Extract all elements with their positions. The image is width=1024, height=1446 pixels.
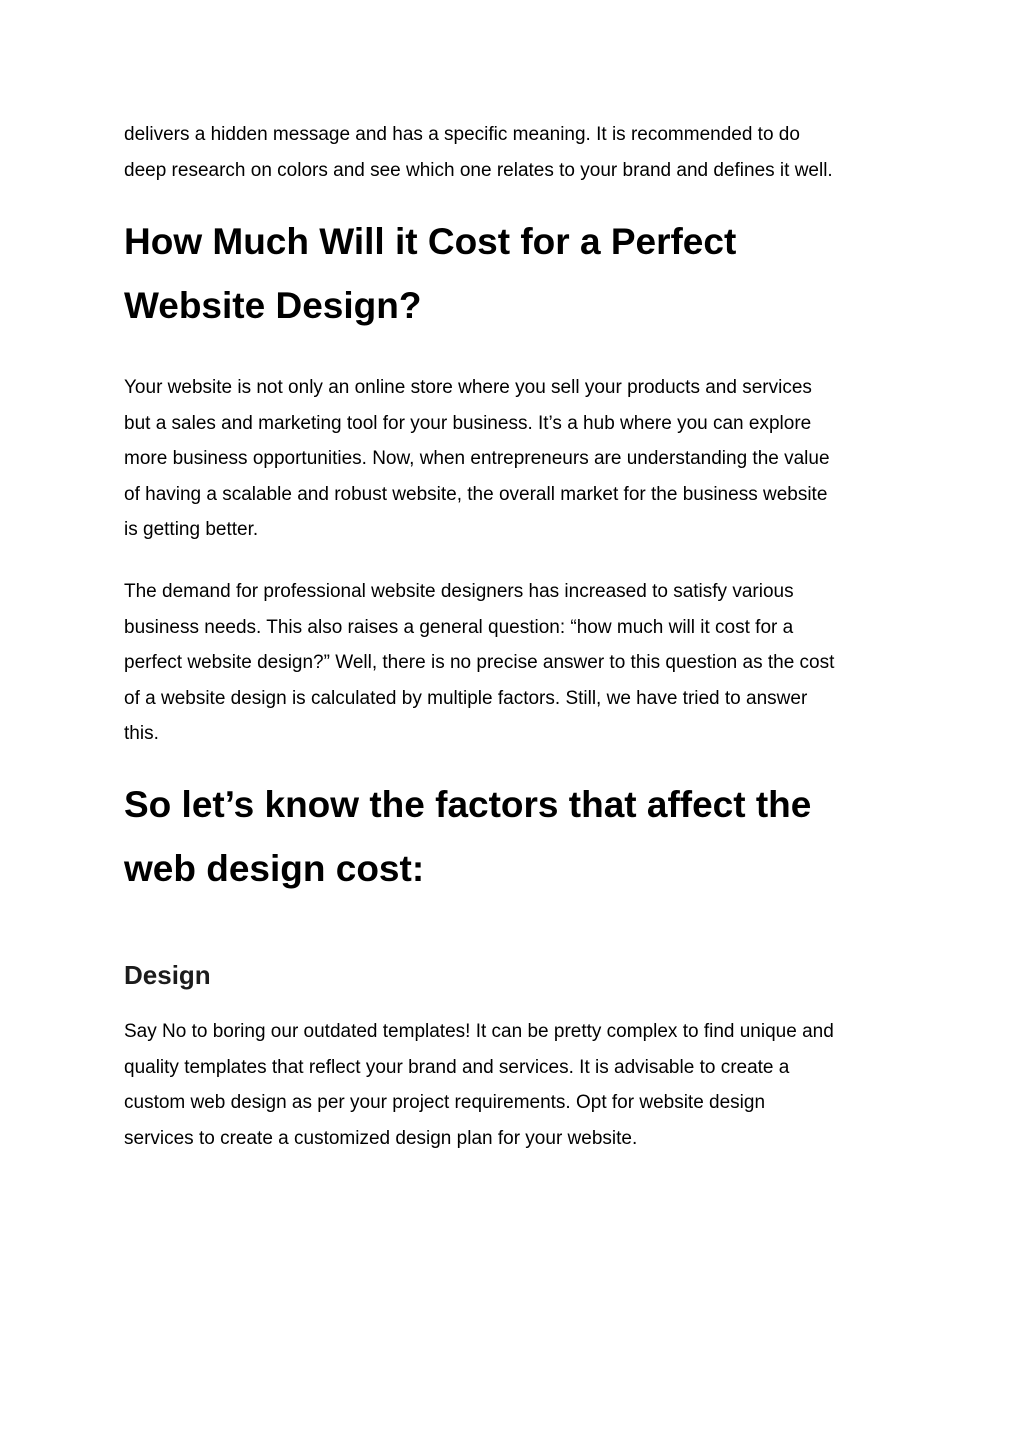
heading-cost xyxy=(124,210,914,338)
demand-paragraph xyxy=(124,574,914,752)
demand-line: this. xyxy=(124,723,159,745)
website-line: is getting better. xyxy=(124,519,259,541)
demand-line: business needs. This also raises a general question: “how much will it cost for a xyxy=(124,616,794,638)
design-line: services to create a customized design plan for your website. xyxy=(124,1127,638,1149)
intro-line: deep research on colors and see which one relates to your brand and defines it well. xyxy=(124,159,833,181)
heading-cost-line: Website Design? xyxy=(124,285,422,326)
demand-line: The demand for professional website designers has increased to satisfy various xyxy=(124,581,794,602)
website-line: more business opportunities. Now, when entrepreneurs are understanding the value xyxy=(124,448,830,470)
heading-factors-line: web design cost: xyxy=(124,848,425,889)
heading-factors-line: So let’s know the factors that affect the xyxy=(124,784,812,825)
subheading-design: Design xyxy=(124,960,211,990)
design-paragraph xyxy=(124,1014,914,1156)
website-paragraph xyxy=(124,370,914,548)
demand-line: perfect website design?” Well, there is no precise answer to this question as the cost xyxy=(124,652,835,674)
intro-paragraph xyxy=(124,117,914,188)
demand-line: of a website design is calculated by multiple factors. Still, we have tried to answer xyxy=(124,687,808,709)
design-line: quality templates that reflect your brand and services. It is advisable to create a xyxy=(124,1056,790,1078)
heading-cost-line: How Much Will it Cost for a Perfect xyxy=(124,221,737,262)
website-line: but a sales and marketing tool for your business. It’s a hub where you can explore xyxy=(124,412,812,434)
website-line: Your website is not only an online store where you sell your products and services xyxy=(124,377,812,398)
heading-factors xyxy=(124,773,914,901)
website-line: of having a scalable and robust website, the overall market for the business website xyxy=(124,483,828,505)
design-line: Say No to boring our outdated templates! It can be pretty complex to find unique and xyxy=(124,1021,834,1042)
intro-line: delivers a hidden message and has a specific meaning. It is recommended to do xyxy=(124,124,800,145)
design-line: custom web design as per your project requirements. Opt for website design xyxy=(124,1092,766,1114)
